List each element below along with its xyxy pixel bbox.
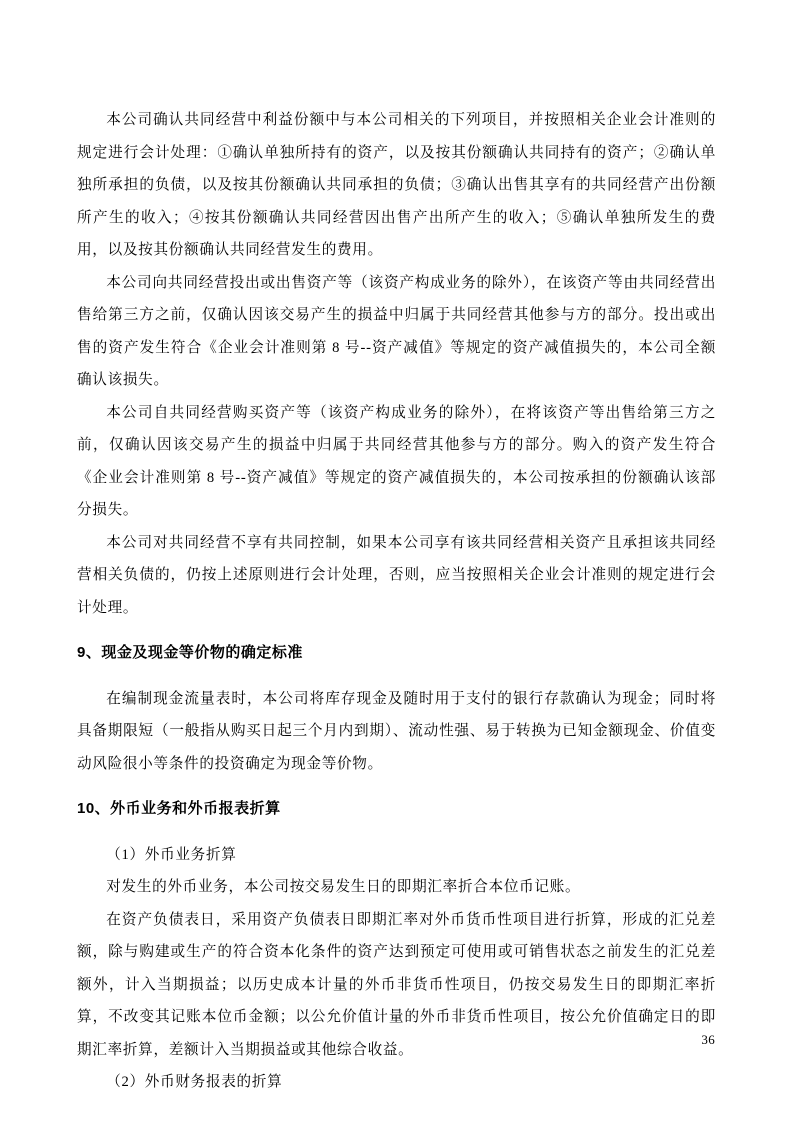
paragraph: 本公司对共同经营不享有共同控制，如果本公司享有该共同经营相关资产且承担该共同经营相关负债的，仍按上述原则进行会计处理，否则，应当按照相关企业会计准则的规定进行会计处理。 [77,534,716,616]
paragraph: 在资产负债表日，采用资产负债表日即期汇率对外币货币性项目进行折算，形成的汇兑差额，除与购建或生产的符合资本化条件的资产达到预定可使用或可销售状态之前发生的汇兑差额外，计入当期损益；以历史成本计量的外币非货币性项目，仍按交易发生日的即期汇率折算，不改变其记账本位币金额；以公允价值计量的外币非货币性项目，按公允价值确定日的即期汇率折算，差额计入当期损益或其他综合收益。 [77,911,716,1058]
sub-item-foreign-statement-translation: （2）外币财务报表的折算 [106,1074,283,1090]
paragraph: 本公司自共同经营购买资产等（该资产构成业务的除外），在将该资产等出售给第三方之前，仅确认因该交易产生的损益中归属于共同经营其他参与方的部分。购入的资产发生符合《企业会计准则第 8 号--资产减值》等规定的资产减值损失的，本公司按承担的份额确认该部分损失。 [77,404,716,518]
paragraph: 本公司确认共同经营中利益份额中与本公司相关的下列项目，并按照相关企业会计准则的规定进行会计处理：①确认单独所持有的资产，以及按其份额确认共同持有的资产；②确认单独所承担的负债，以及按其份额确认共同承担的负债；③确认出售其享有的共同经营产出份额所产生的收入；④按其份额确认共同经营因出售产出所产生的收入；⑤确认单独所发生的费用，以及按其份额确认共同经营发生的费用。 [77,112,716,258]
page-number: 36 [701,1032,715,1047]
paragraph: 在编制现金流量表时，本公司将库存现金及随时用于支付的银行存款确认为现金；同时将具备期限短（一般指从购买日起三个月内到期）、流动性强、易于转换为已知金额现金、价值变动风险很小等条件的投资确定为现金等价物。 [77,690,716,772]
section-heading-cash-equivalents: 9、现金及现金等价物的确定标准 [77,644,303,661]
paragraph: 对发生的外币业务，本公司按交易发生日的即期汇率折合本位币记账。 [106,879,581,895]
sub-item-foreign-currency-translation: （1）外币业务折算 [106,846,237,863]
paragraph: 本公司向共同经营投出或出售资产等（该资产构成业务的除外），在该资产等由共同经营出售给第三方之前，仅确认因该交易产生的损益中归属于共同经营其他参与方的部分。投出或出售的资产发生符合《企业会计准则第 8 号--资产减值》等规定的资产减值损失的，本公司全额确认该损失。 [77,274,716,388]
section-heading-foreign-currency: 10、外币业务和外币报表折算 [77,800,281,817]
